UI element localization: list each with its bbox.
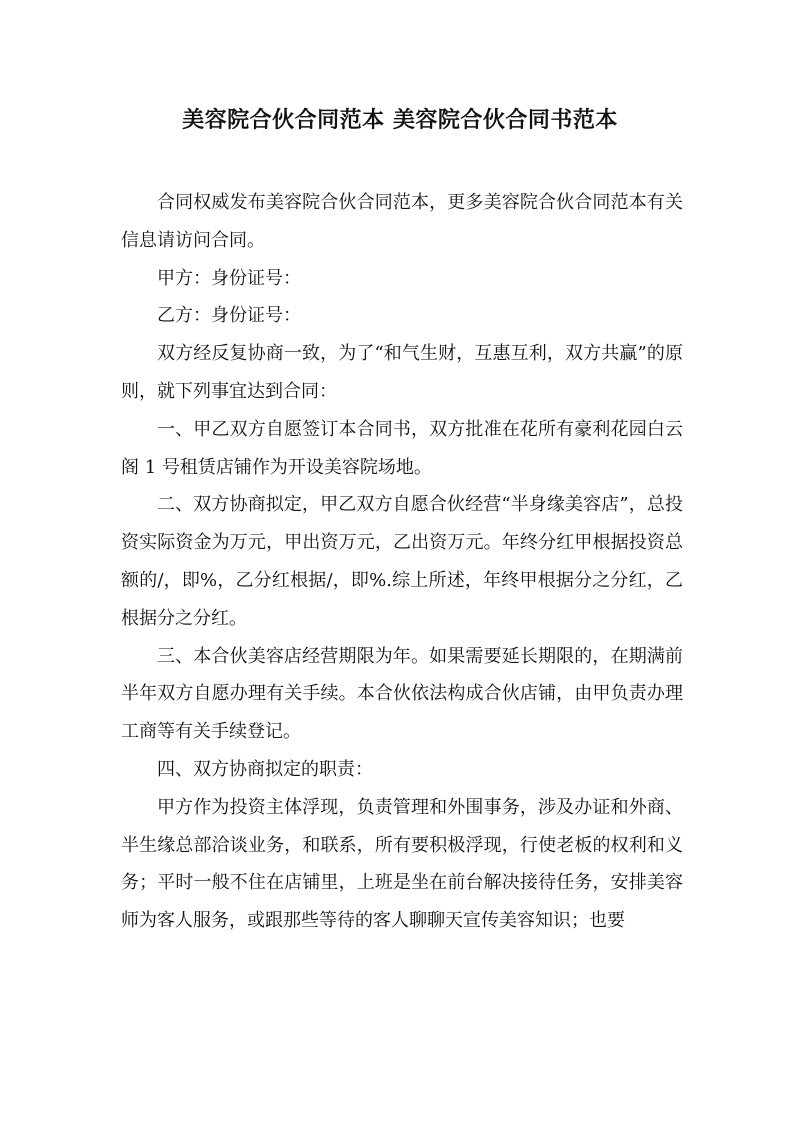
paragraph-clause-1: 一、甲乙双方自愿签订本合同书，双方批准在花所有豪利花园白云阁 1 号租赁店铺作为开设美容院场地。 <box>121 418 683 478</box>
paragraph-party-b: 乙方：身份证号： <box>157 305 301 327</box>
document-title: 美容院合伙合同范本 美容院合伙合同书范本 <box>182 107 618 133</box>
paragraph-intro: 合同权威发布美容院合伙合同范本，更多美容院合伙合同范本有关信息请访问合同。 <box>121 192 683 251</box>
paragraph-clause-2: 二、双方协商拟定，甲乙双方自愿合伙经营“半身缘美容店”，总投资实际资金为万元，甲出资万元，乙出资万元。年终分红甲根据投资总额的/，即%，乙分红根据/，即%.综上所述，年终甲根据分之分红，乙根据分之分红。 <box>121 494 683 629</box>
paragraph-preamble: 双方经反复协商一致，为了“和气生财，互惠互利，双方共赢”的原则，就下列事宜达到合同： <box>121 343 683 402</box>
paragraph-clause-4-heading: 四、双方协商拟定的职责： <box>157 758 373 780</box>
paragraph-clause-3: 三、本合伙美容店经营期限为年。如果需要延长期限的，在期满前半年双方自愿办理有关手续。本合伙依法构成合伙店铺，由甲负责办理工商等有关手续登记。 <box>121 645 683 743</box>
paragraph-party-a: 甲方：身份证号： <box>157 267 301 289</box>
paragraph-party-a-duties: 甲方作为投资主体浮现，负责管理和外围事务，涉及办证和外商、半生缘总部洽谈业务，和联系，所有要积极浮现，行使老板的权利和义务；平时一般不住在店铺里，上班是坐在前台解决接待任务，安排美容师为客人服务，或跟那些等待的客人聊聊天宣传美容知识；也要 <box>121 796 683 932</box>
document-body <box>121 184 683 940</box>
